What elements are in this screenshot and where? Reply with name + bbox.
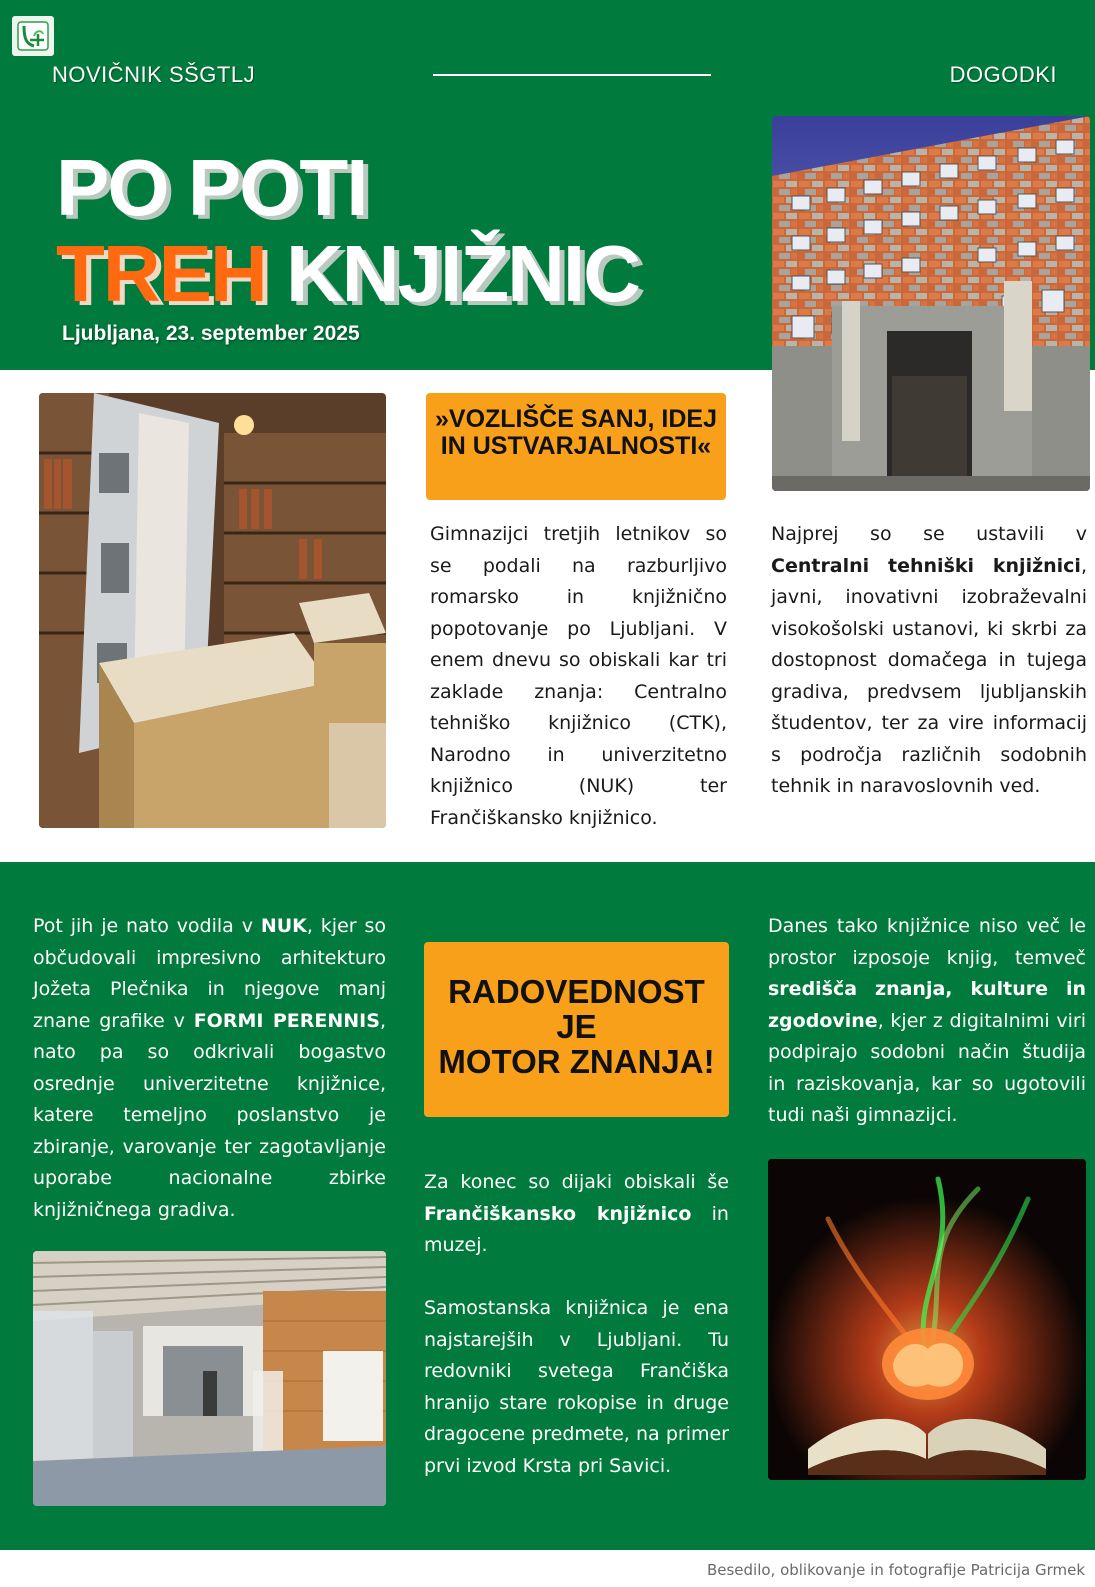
- dateline: Ljubljana, 23. september 2025: [62, 322, 360, 345]
- callout-motto-line-1: RADOVEDNOST: [448, 973, 705, 1010]
- article-ctk-bold: Centralni tehniški knjižnici: [771, 554, 1081, 577]
- article-closing-bold: središča znanja, kulture in zgodovine: [768, 978, 1086, 1032]
- article-closing-text-1: Danes tako knjižnice niso več le prostor izposoje knjig, temveč: [768, 915, 1086, 969]
- article-franciscan-text-1: Za konec so dijaki obiskali še: [424, 1171, 729, 1193]
- logo-icon: [12, 16, 54, 56]
- school-logo: [12, 16, 54, 56]
- photo-brain-over-book: [768, 1159, 1086, 1480]
- article-ctk: [771, 519, 1087, 803]
- article-ctk-text-1: Najprej so se ustavili v: [771, 523, 1087, 545]
- credits-footer: Besedilo, oblikovanje in fotografije Patricija Grmek: [706, 1561, 1085, 1579]
- header-divider: [433, 74, 711, 76]
- article-nuk-bold-2: FORMI PERENNIS: [193, 1009, 380, 1032]
- article-franciscan-intro: [424, 1167, 729, 1262]
- callout-motto-line-2: JE: [556, 1008, 597, 1045]
- headline-line-1: PO POTI: [56, 143, 367, 232]
- callout-motto-line-3: MOTOR ZNANJA!: [438, 1043, 715, 1080]
- article-franciscan-detail: Samostanska knjižnica je ena najstarejših v Ljubljani. Tu redovniki svetega Frančiška hranijo stare rokopise in druge dragocene predmete, na primer prvi izvod Krsta pri Savici.: [424, 1297, 729, 1477]
- article-intro: Gimnazijci tretjih letnikov so se podali na razburljivo romarsko in knjižnično popotovanje po Ljubljani. V enem dnevu so obiskali kar tri zaklade znanja: Centralno tehniško knjižnico (CTK), Narodno in univerzitetno knjižnico (NUK) ter Frančiškansko knjižnico.: [430, 523, 727, 829]
- article-closing-text-2: , kjer z digitalnimi viri podpirajo sodobni način študija in raziskovanja, kar so ugotovili tudi naši gimnazijci.: [768, 1009, 1086, 1126]
- article-nuk-bold-1: NUK: [260, 915, 307, 937]
- article-nuk-text-1: Pot jih je nato vodila v: [33, 915, 261, 937]
- article-closing: [768, 911, 1086, 1132]
- article-ctk-text-2: , javni, inovativni izobraževalni visokošolski ustanovi, ki skrbi za dostopnost domačega in tujega gradiva, predvsem ljubljanskih študentov, ter za vire informacij s področja različnih sodobnih tehnik in naravoslovnih ved.: [771, 554, 1087, 797]
- photo-nuk-library-interior: [39, 393, 386, 828]
- article-franciscan-bold: Frančiškansko knjižnico: [424, 1202, 692, 1225]
- headline-orange-word: TREH: [56, 229, 266, 318]
- article-nuk-text-2: , kjer so občudovali impresivno arhitekturo Jožeta Plečnika in njegove manj znane grafike v: [33, 915, 386, 1032]
- photo-ctk-building: [772, 116, 1090, 491]
- callout-quote: »VOZLIŠČE SANJ, IDEJ IN USTVARJALNOSTI«: [426, 393, 726, 500]
- headline-rest: KNJIŽNIC: [286, 229, 639, 318]
- headline-line-2: [56, 229, 639, 318]
- article-nuk: [33, 911, 386, 1226]
- photo-ctk-library-interior: [33, 1251, 386, 1506]
- section-label: DOGODKI: [949, 62, 1057, 87]
- newsletter-name: NOVIČNIK SŠGTLJ: [52, 62, 256, 87]
- callout-motto: [424, 942, 729, 1117]
- article-franciscan-text-2: in muzej.: [424, 1202, 729, 1256]
- article-nuk-text-3: , nato pa so odkrivali bogastvo osrednje univerzitetne knjižnice, katere temeljno poslanstvo je zbiranje, varovanje ter zagotavljanje uporabe nacionalne zbirke knjižničnega gradiva.: [33, 1009, 386, 1221]
